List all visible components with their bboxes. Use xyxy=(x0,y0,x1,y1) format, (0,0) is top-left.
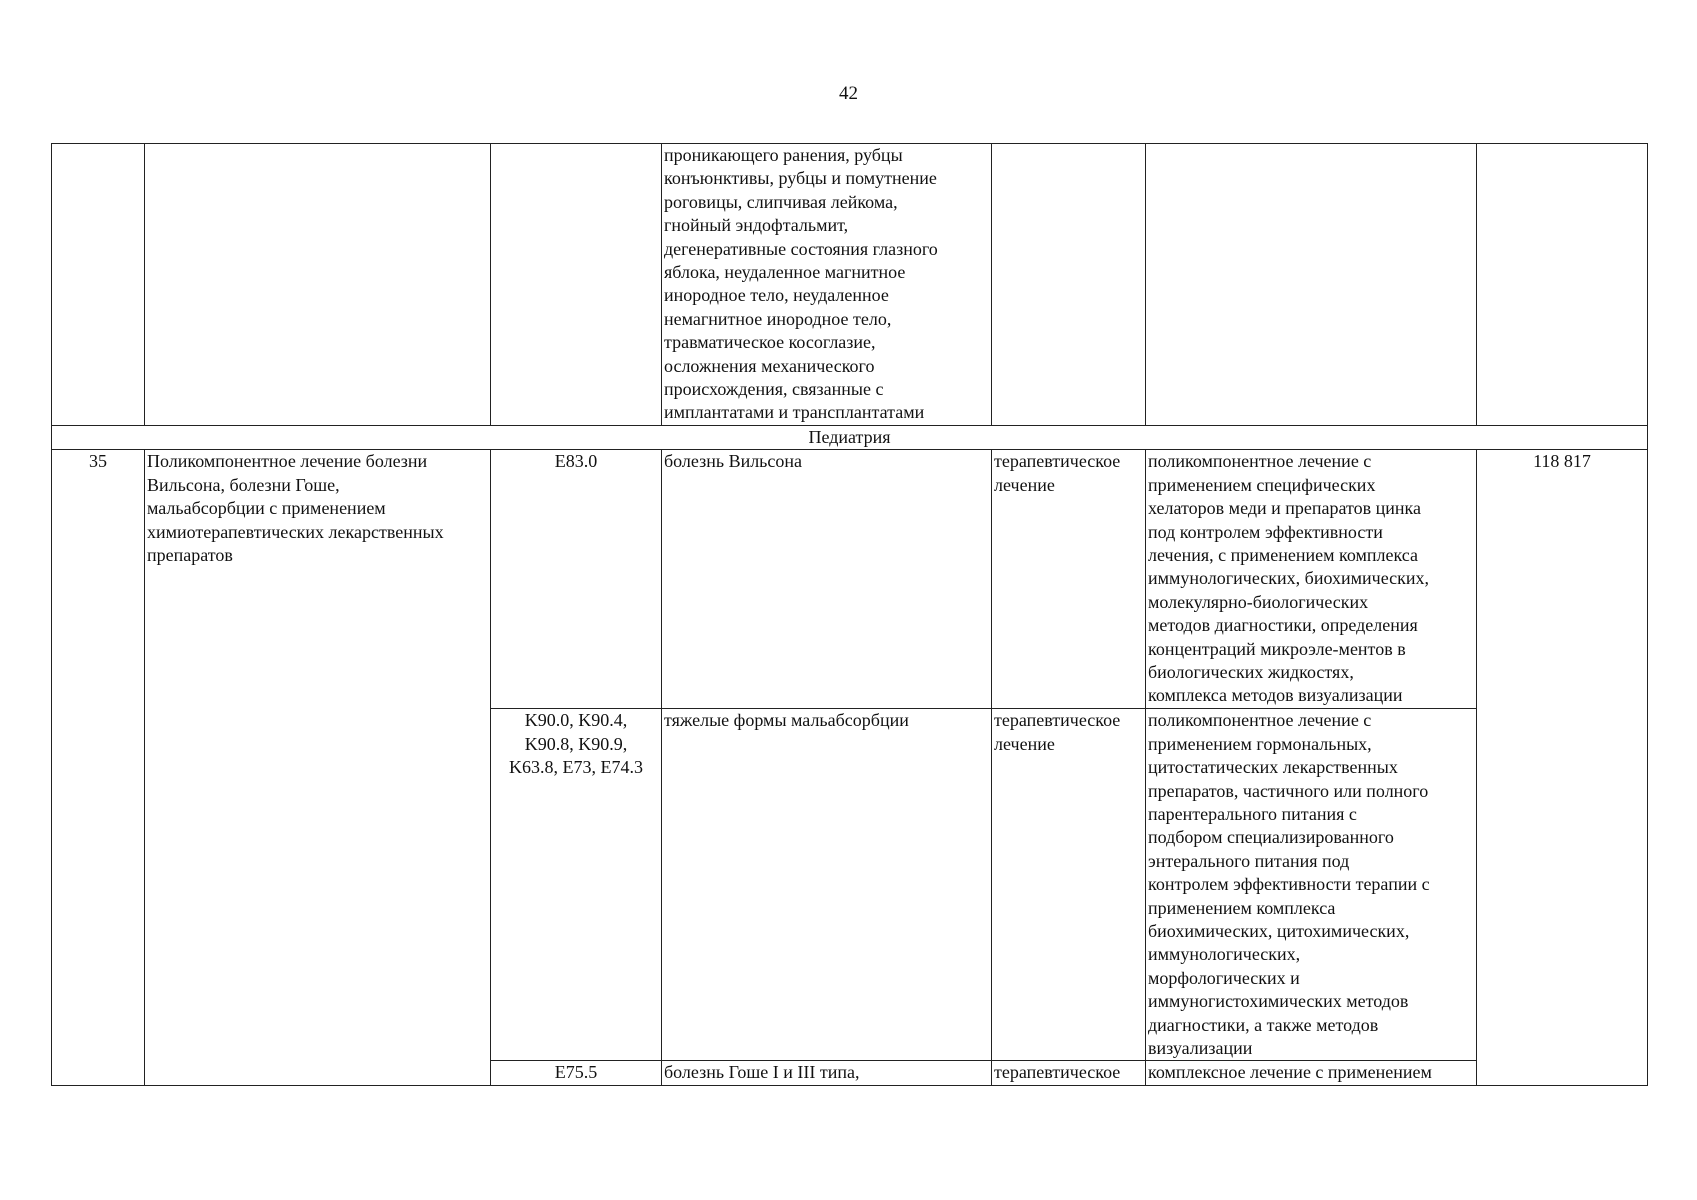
treatment-type-line: лечение xyxy=(994,474,1055,495)
cell-method xyxy=(1146,709,1477,1061)
diagnosis-line: гнойный эндофтальмит, xyxy=(664,215,849,236)
codes-line: K90.0, K90.4, xyxy=(524,710,628,731)
method-line: иммуногистохимических методов xyxy=(1148,991,1409,1012)
method-line: применением гормональных, xyxy=(1148,733,1372,754)
method-line: диагностики, а также методов xyxy=(1148,1014,1379,1035)
method-line: иммунологических, биохимических, xyxy=(1148,568,1430,589)
treatment-type-line: лечение xyxy=(994,733,1055,754)
cell-treatment-type xyxy=(992,144,1146,426)
method-line: парентерального питания с xyxy=(1148,803,1357,824)
method-line: лечения, с применением комплекса xyxy=(1148,544,1418,565)
diagnosis-line: происхождения, связанные с xyxy=(664,379,884,400)
page-number: 42 xyxy=(839,83,858,104)
diagnosis-line: тяжелые формы мальабсорбции xyxy=(664,710,909,731)
diagnosis-line: болезнь Вильсона xyxy=(664,451,803,472)
cell-number xyxy=(52,144,145,426)
cell-name xyxy=(145,450,491,1086)
diagnosis-line: немагнитное инородное тело, xyxy=(664,308,892,329)
method-line: биологических жидкостях, xyxy=(1148,661,1354,682)
method-line: молекулярно-биологических xyxy=(1148,591,1369,612)
method-line: применением специфических xyxy=(1148,474,1376,495)
method-line: комплексное лечение с применением xyxy=(1148,1062,1432,1083)
method-line: комплекса методов визуализации xyxy=(1148,685,1403,706)
medical-care-table xyxy=(51,143,1648,1086)
method-line: поликомпонентное лечение с xyxy=(1148,451,1372,472)
cell-name xyxy=(145,144,491,426)
diagnosis-line: инородное тело, неудаленное xyxy=(664,285,889,306)
cell-cost xyxy=(1477,144,1648,426)
method-line: иммунологических, xyxy=(1148,944,1301,965)
method-line: применением комплекса xyxy=(1148,897,1336,918)
diagnosis-line: имплантатами и трансплантатами xyxy=(664,402,925,423)
method-line: подбором специализированного xyxy=(1148,827,1394,848)
table-row-continued xyxy=(52,144,1648,426)
method-line: цитостатических лекарственных xyxy=(1148,757,1398,778)
method-line: биохимических, цитохимических, xyxy=(1148,920,1410,941)
diagnosis-line: травматическое косоглазие, xyxy=(664,332,876,353)
section-row xyxy=(52,425,1648,449)
cell-cost: 118 817 xyxy=(1477,450,1648,1086)
method-line: препаратов, частичного или полного xyxy=(1148,780,1429,801)
method-line: методов диагностики, определения xyxy=(1148,615,1418,636)
cell-treatment-type xyxy=(992,1061,1146,1085)
cell-codes xyxy=(491,1061,662,1085)
cell-treatment-type xyxy=(992,450,1146,709)
codes-line: E75.5 xyxy=(554,1062,598,1083)
cell-method xyxy=(1146,144,1477,426)
cell-diagnosis xyxy=(662,450,992,709)
cell-diagnosis xyxy=(662,709,992,1061)
codes-line: K90.8, K90.9, xyxy=(524,733,628,754)
method-line: под контролем эффективности xyxy=(1148,521,1383,542)
codes-line: E83.0 xyxy=(554,451,598,472)
cell-method xyxy=(1146,450,1477,709)
name-line: препаратов xyxy=(147,544,233,565)
method-line: энтерального питания под xyxy=(1148,850,1350,871)
treatment-type-line: терапевтическое xyxy=(994,1062,1121,1083)
treatment-type-line: терапевтическое xyxy=(994,451,1121,472)
cell-diagnosis xyxy=(662,144,992,426)
method-line: поликомпонентное лечение с xyxy=(1148,710,1372,731)
cell-treatment-type xyxy=(992,709,1146,1061)
table-row xyxy=(52,450,1648,709)
diagnosis-line: конъюнктивы, рубцы и помутнение xyxy=(664,168,937,189)
treatment-type-line: терапевтическое xyxy=(994,710,1121,731)
codes-line: K63.8, E73, E74.3 xyxy=(509,757,643,778)
section-title: Педиатрия xyxy=(52,425,1648,449)
name-line: Поликомпонентное лечение болезни xyxy=(147,451,428,472)
diagnosis-line: роговицы, слипчивая лейкома, xyxy=(664,191,898,212)
name-line: химиотерапевтических лекарственных xyxy=(147,521,444,542)
diagnosis-line: дегенеративные состояния глазного xyxy=(664,238,938,259)
method-line: контролем эффективности терапии с xyxy=(1148,874,1430,895)
method-line: хелаторов меди и препаратов цинка xyxy=(1148,498,1421,519)
method-line: концентраций микроэле-ментов в xyxy=(1148,638,1406,659)
diagnosis-line: осложнения механического xyxy=(664,355,875,376)
diagnosis-line: проникающего ранения, рубцы xyxy=(664,145,903,165)
cell-diagnosis xyxy=(662,1061,992,1085)
name-line: мальабсорбции с применением xyxy=(147,498,386,519)
cell-codes xyxy=(491,450,662,709)
method-line: морфологических и xyxy=(1148,967,1300,988)
diagnosis-line: болезнь Гоше I и III типа, xyxy=(664,1062,860,1083)
cell-codes xyxy=(491,709,662,1061)
diagnosis-line: яблока, неудаленное магнитное xyxy=(664,262,906,283)
cell-number: 35 xyxy=(52,450,145,1086)
cell-codes xyxy=(491,144,662,426)
method-line: визуализации xyxy=(1148,1037,1253,1058)
name-line: Вильсона, болезни Гоше, xyxy=(147,474,340,495)
cell-method xyxy=(1146,1061,1477,1085)
